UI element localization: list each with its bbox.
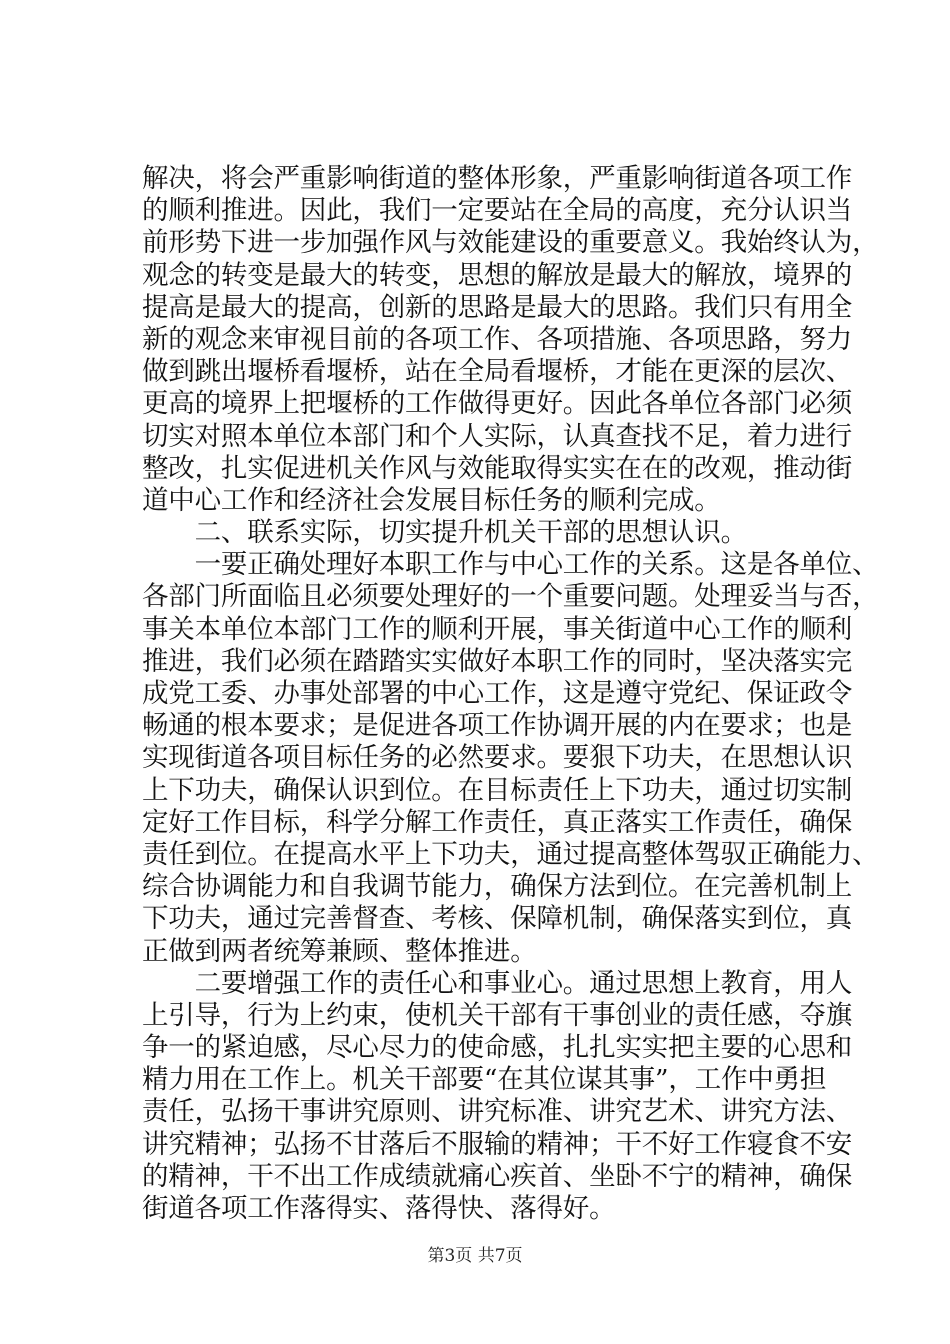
text-line: 提高是最大的提高，创新的思路是最大的思路。我们只有用全 — [142, 291, 853, 323]
text-line: 切实对照本单位本部门和个人实际，认真查找不足，着力进行 — [142, 420, 853, 452]
text-line: 责任到位。在提高水平上下功夫，通过提高整体驾驭正确能力、 — [142, 838, 879, 870]
text-line: 一要正确处理好本职工作与中心工作的关系。这是各单位、 — [142, 549, 879, 581]
text-line: 责任，弘扬干事讲究原则、讲究标准、讲究艺术、讲究方法、 — [142, 1096, 853, 1128]
text-line: 更高的境界上把堰桥的工作做得更好。因此各单位各部门必须 — [142, 388, 853, 420]
text-line: 新的观念来审视目前的各项工作、各项措施、各项思路，努力 — [142, 323, 853, 355]
text-line: 正做到两者统筹兼顾、整体推进。 — [142, 935, 537, 967]
text-line: 的顺利推进。因此，我们一定要站在全局的高度，充分认识当 — [142, 195, 853, 227]
text-line: 精力用在工作上。机关干部要“在其位谋其事”，工作中勇担 — [142, 1064, 827, 1096]
text-line: 成党工委、办事处部署的中心工作，这是遵守党纪、保证政令 — [142, 678, 853, 709]
text-line: 观念的转变是最大的转变，思想的解放是最大的解放，境界的 — [142, 259, 853, 291]
text-line: 讲究精神；弘扬不甘落后不服输的精神；干不好工作寝食不安 — [142, 1128, 853, 1160]
text-line: 街道各项工作落得实、落得快、落得好。 — [142, 1193, 616, 1224]
text-line: 畅通的根本要求；是促进各项工作协调开展的内在要求；也是 — [142, 710, 853, 742]
text-line: 上下功夫，确保认识到位。在目标责任上下功夫，通过切实制 — [142, 774, 853, 806]
text-line: 综合协调能力和自我调节能力，确保方法到位。在完善机制上 — [142, 871, 853, 903]
text-line: 做到跳出堰桥看堰桥，站在全局看堰桥，才能在更深的层次、 — [142, 356, 853, 388]
text-line: 各部门所面临且必须要处理好的一个重要问题。处理妥当与否， — [142, 581, 879, 613]
text-line: 推进，我们必须在踏踏实实做好本职工作的同时，坚决落实完 — [142, 645, 853, 677]
text-line: 上引导，行为上约束，使机关干部有干事创业的责任感，夺旗 — [142, 999, 853, 1031]
text-line: 二要增强工作的责任心和事业心。通过思想上教育，用人 — [142, 967, 853, 999]
text-line: 整改，扎实促进机关作风与效能取得实实在在的改观，推动街 — [142, 452, 853, 484]
body-text — [142, 163, 879, 1225]
text-line: 前形势下进一步加强作风与效能建设的重要意义。我始终认为， — [142, 227, 879, 259]
text-line: 定好工作目标，科学分解工作责任，真正落实工作责任，确保 — [142, 806, 853, 838]
text-line: 实现街道各项目标任务的必然要求。要狠下功夫，在思想认识 — [142, 742, 853, 774]
text-line: 的精神，干不出工作成绩就痛心疾首、坐卧不宁的精神，确保 — [142, 1160, 853, 1192]
text-line: 事关本单位本部门工作的顺利开展，事关街道中心工作的顺利 — [142, 613, 853, 645]
text-line: 二、联系实际，切实提升机关干部的思想认识。 — [142, 517, 747, 549]
text-line: 道中心工作和经济社会发展目标任务的顺利完成。 — [142, 484, 721, 516]
text-line: 争一的紧迫感，尽心尽力的使命感，扎扎实实把主要的心思和 — [142, 1032, 853, 1064]
text-line: 下功夫，通过完善督查、考核、保障机制，确保落实到位，真 — [142, 903, 853, 935]
text-line: 解决，将会严重影响街道的整体形象，严重影响街道各项工作 — [142, 163, 853, 194]
page-footer: 第3页 共7页 — [427, 1246, 523, 1266]
